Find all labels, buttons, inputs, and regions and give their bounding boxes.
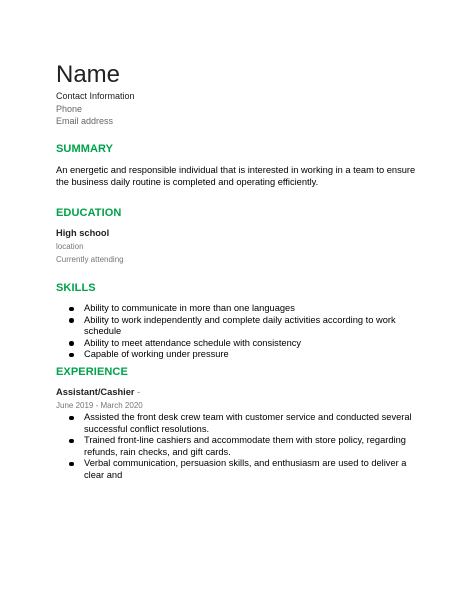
experience-list [56, 412, 426, 482]
skill-item: Capable of working under pressure [56, 349, 426, 361]
experience-heading: EXPERIENCE [56, 366, 128, 378]
resume-name: Name [56, 61, 121, 88]
contact-information-label: Contact Information [56, 91, 135, 101]
bullet-icon [69, 341, 74, 346]
skills-heading: SKILLS [56, 282, 96, 294]
skill-item: Ability to work independently and complete daily activities according to work schedule [56, 315, 426, 338]
bullet-icon [69, 462, 74, 467]
job-dates: June 2019 - March 2020 [56, 401, 143, 410]
summary-heading: SUMMARY [56, 143, 114, 155]
bullet-icon [69, 416, 74, 421]
bullet-icon [69, 318, 74, 323]
school-name: High school [56, 228, 110, 238]
job-title: Assistant/Cashier - [56, 387, 141, 397]
experience-list-clip [56, 412, 426, 480]
experience-item: Verbal communication, persuasion skills, and enthusiasm are used to deliver a clear and [56, 458, 426, 481]
skill-item: Ability to communicate in more than one languages [56, 303, 426, 315]
bullet-icon [69, 307, 74, 312]
summary-text: An energetic and responsible individual that is interested in working in a team to ensure the business daily routine is completed and operating efficiently. [56, 165, 416, 187]
skills-list [56, 303, 426, 361]
experience-item: Assisted the front desk crew team with customer service and conducted several successful conflict resolutions. [56, 412, 426, 435]
bullet-icon [69, 439, 74, 444]
school-location: location [56, 242, 84, 251]
skill-item: Ability to meet attendance schedule with consistency [56, 338, 426, 350]
school-status: Currently attending [56, 255, 124, 264]
experience-item: Trained front-line cashiers and accommodate them with store policy, regarding refunds, rain checks, and gift cards. [56, 435, 426, 458]
education-heading: EDUCATION [56, 207, 122, 219]
bullet-icon [69, 353, 74, 358]
phone-text: Phone [56, 104, 83, 114]
email-text: Email address [56, 116, 114, 126]
